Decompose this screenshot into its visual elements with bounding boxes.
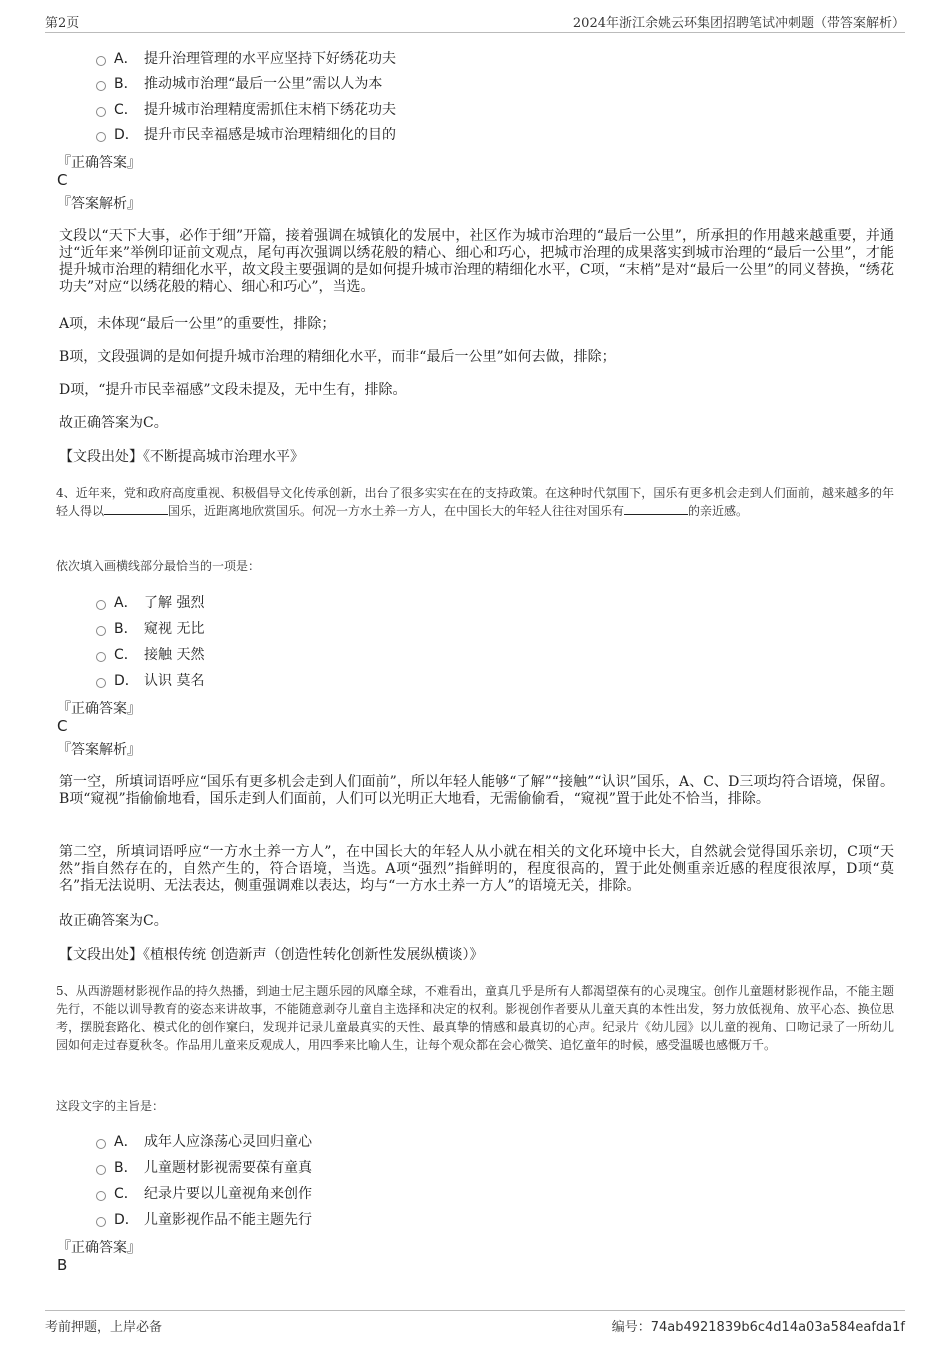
footer-divider <box>45 1310 905 1311</box>
q3-analysis-main: 文段以“天下大事，必作于细”开篇，接着强调在城镇化的发展中，社区作为城市治理的“最后一公里”，所承担的作用越来越重要，并通过“近年来”举例印证前文观点，尾句再次强调以绣花般的精心、细心和巧心，把城市治理的成果落实到城市治理的“最后一公里”，才能提升城市治理的精细化水平，故文段主要强调的是如何提升城市治理的精细化水平，C项，“末梢”是对“最后一公里”的同义替换，“绣花功夫”对应“以绣花般的精心、细心和巧心”，当选。 <box>59 228 894 295</box>
radio-icon[interactable] <box>96 81 106 91</box>
q4-analysis-label: 『答案解析』 <box>57 742 141 758</box>
document-title: 2024年浙江余姚云环集团招聘笔试冲刺题（带答案解析） <box>572 16 905 31</box>
q4-conclusion: 故正确答案为C。 <box>59 913 168 929</box>
q3-option-c[interactable]: C． 提升城市治理精度需抓住末梢下绣花功夫 <box>96 99 396 119</box>
radio-icon[interactable] <box>96 132 106 142</box>
q4-prompt: 依次填入画横线部分最恰当的一项是： <box>56 559 261 573</box>
q4-answer: C <box>57 717 68 735</box>
radio-icon[interactable] <box>96 1165 106 1175</box>
q5-option-d[interactable]: D． 儿童影视作品不能主题先行 <box>96 1209 312 1229</box>
radio-icon[interactable] <box>96 107 106 117</box>
q5-option-b[interactable]: B． 儿童题材影视需要葆有童真 <box>96 1157 312 1177</box>
q3-analysis-b: B项，文段强调的是如何提升城市治理的精细化水平，而非“最后一公里”如何去做，排除； <box>59 349 616 365</box>
radio-icon[interactable] <box>96 678 106 688</box>
radio-icon[interactable] <box>96 626 106 636</box>
q3-analysis-label: 『答案解析』 <box>57 196 141 212</box>
radio-icon[interactable] <box>96 1139 106 1149</box>
page-number: 第2页 <box>45 16 80 31</box>
q4-source: 【文段出处】《植根传统 创造新声（创造性转化创新性发展纵横谈）》 <box>59 947 484 963</box>
fill-blank <box>624 503 688 515</box>
q4-option-d[interactable]: D． 认识 莫名 <box>96 670 204 690</box>
q3-option-b[interactable]: B． 推动城市治理“最后一公里”需以人为本 <box>96 73 382 93</box>
q4-analysis-first-blank: 第一空，所填词语呼应“国乐有更多机会走到人们面前”，所以年轻人能够“了解”“接触”“认识”国乐，A、C、D三项均符合语境，保留。B项“窥视”指偷偷地看，国乐走到人们面前，人们可以光明正大地看，无需偷偷看，“窥视”置于此处不恰当，排除。 <box>59 774 894 807</box>
header-divider <box>45 32 905 33</box>
radio-icon[interactable] <box>96 1217 106 1227</box>
q4-option-a[interactable]: A． 了解 强烈 <box>96 592 204 612</box>
q3-option-a[interactable]: A． 提升治理管理的水平应坚持下好绣花功夫 <box>96 48 396 68</box>
q3-answer: C <box>57 171 68 189</box>
q5-prompt: 这段文字的主旨是： <box>56 1099 165 1113</box>
q3-source: 【文段出处】《不断提高城市治理水平》 <box>59 449 304 465</box>
q3-analysis-a: A项，未体现“最后一公里”的重要性，排除； <box>59 316 336 332</box>
q5-answer: B <box>57 1256 68 1274</box>
q3-analysis-d: D项，“提升市民幸福感”文段未提及，无中生有，排除。 <box>59 382 407 398</box>
q4-answer-label: 『正确答案』 <box>57 701 141 717</box>
radio-icon[interactable] <box>96 652 106 662</box>
document-code: 编号：74ab4921839b6c4d14a03a584eafda1f <box>611 1320 905 1335</box>
q5-option-a[interactable]: A． 成年人应涤荡心灵回归童心 <box>96 1131 312 1151</box>
radio-icon[interactable] <box>96 600 106 610</box>
q5-option-c[interactable]: C． 纪录片要以儿童视角来创作 <box>96 1183 312 1203</box>
q3-answer-label: 『正确答案』 <box>57 155 141 171</box>
q4-option-b[interactable]: B． 窥视 无比 <box>96 618 204 638</box>
fill-blank <box>104 503 168 515</box>
radio-icon[interactable] <box>96 1191 106 1201</box>
q4-stem: 4、近年来，党和政府高度重视、积极倡导文化传承创新，出台了很多实实在在的支持政策。在这种时代氛围下，国乐有更多机会走到人们面前，越来越多的年轻人得以 国乐，近距离地欣赏国乐。何况一方水土养一方人，在中国长大的年轻人往往对国乐有 的亲近感。 <box>56 486 894 518</box>
radio-icon[interactable] <box>96 56 106 66</box>
q3-option-d[interactable]: D． 提升市民幸福感是城市治理精细化的目的 <box>96 124 396 144</box>
q3-conclusion: 故正确答案为C。 <box>59 415 168 431</box>
q5-answer-label: 『正确答案』 <box>57 1240 141 1256</box>
q5-stem: 5、从西游题材影视作品的持久热播，到迪士尼主题乐园的风靡全球，不难看出，童真几乎是所有人都渴望葆有的心灵瑰宝。创作儿童题材影视作品，不能主题先行，不能以训导教育的姿态来讲故事，不能随意剥夺儿童自主选择和决定的权利。影视创作者要从儿童天真的本性出发，努力放低视角、放平心态、换位思考，摆脱套路化、模式化的创作窠臼，发现并记录儿童最真实的天性、最真挚的情感和最真切的心声。纪录片《幼儿园》以儿童的视角、口吻记录了一所幼儿园如何走过春夏秋冬。作品用儿童来反观成人，用四季来比喻人生，让每个观众都在会心微笑、追忆童年的时候，感受温暖也感慨万千。 <box>56 984 894 1052</box>
q4-option-c[interactable]: C． 接触 天然 <box>96 644 204 664</box>
footer-slogan: 考前押题，上岸必备 <box>45 1320 163 1335</box>
q4-analysis-second-blank: 第二空，所填词语呼应“一方水土养一方人”，在中国长大的年轻人从小就在相关的文化环境中长大，自然就会觉得国乐亲切，C项“天然”指自然存在的，自然产生的，符合语境，当选。A项“强烈”指鲜明的，程度很高的，置于此处侧重亲近感的程度很浓厚，D项“莫名”指无法说明、无法表达，侧重强调难以表达，均与“一方水土养一方人”的语境无关，排除。 <box>59 844 894 894</box>
